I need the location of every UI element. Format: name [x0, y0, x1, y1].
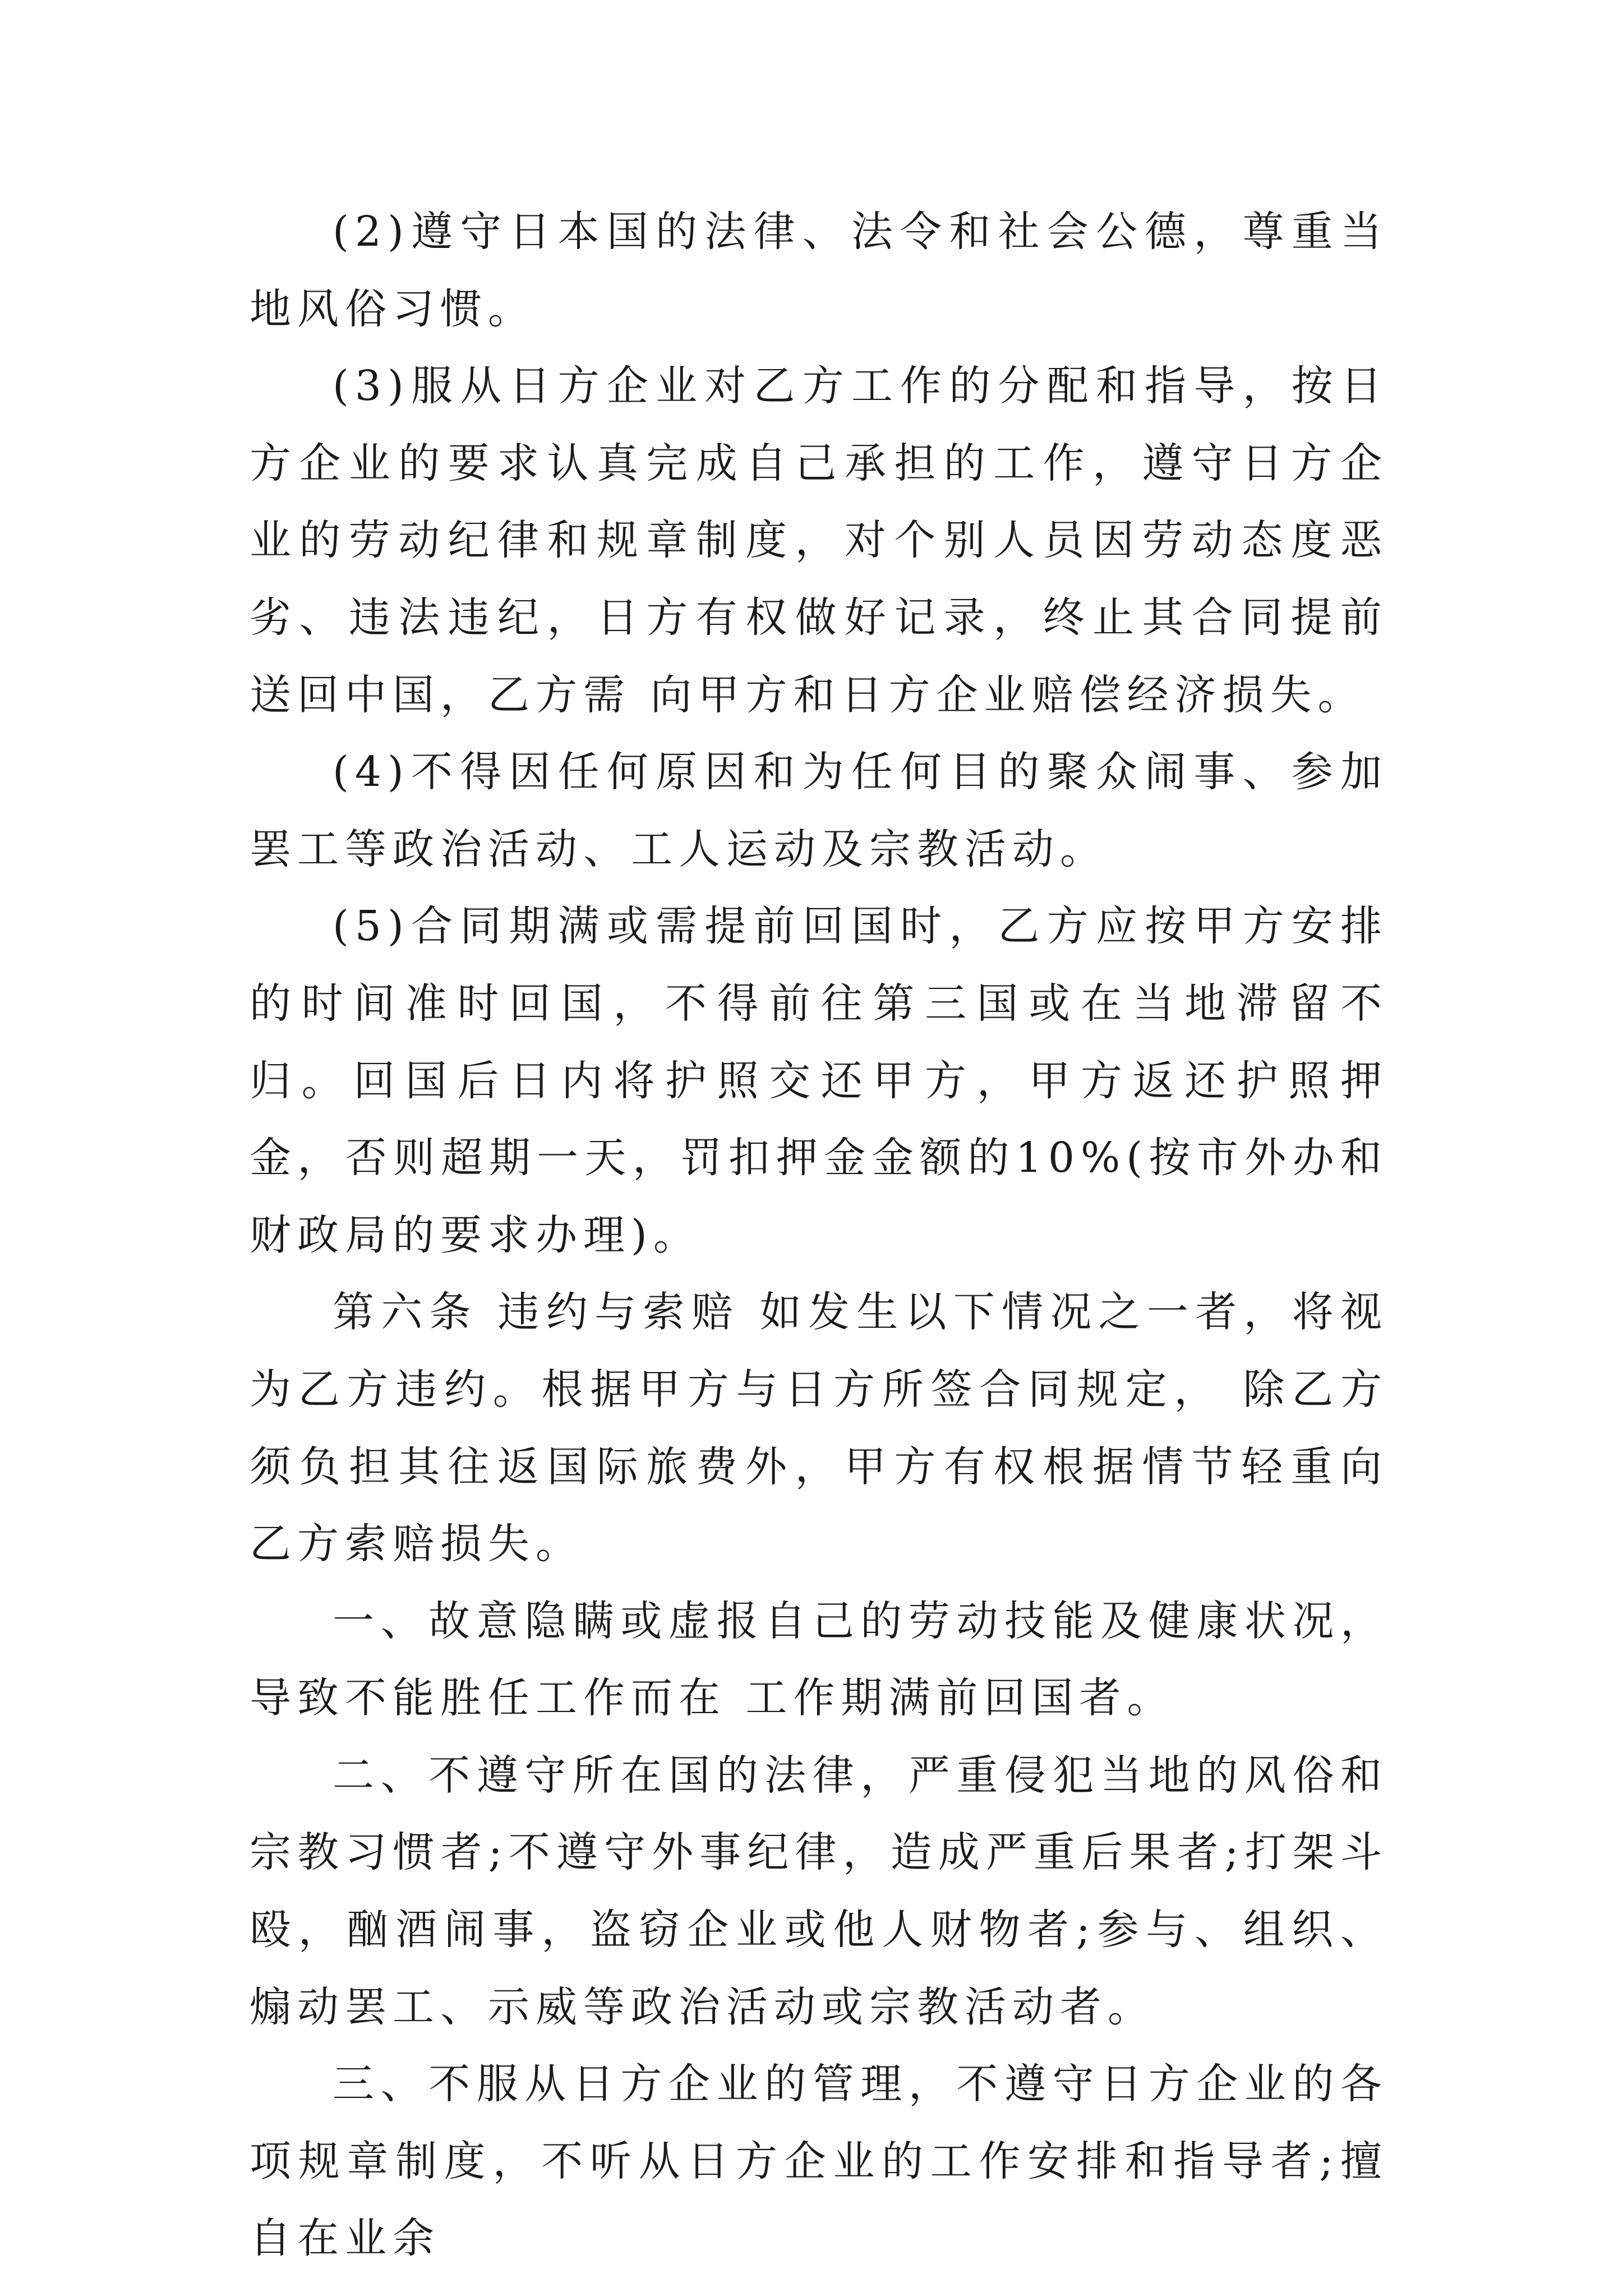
document-body [250, 194, 1388, 2277]
paragraph-clause-5: (5)合同期满或需提前回国时，乙方应按甲方安排的时间准时回国，不得前往第三国或在当地滞留不归。回国后日内将护照交还甲方，甲方返还护照押金，否则超期一天，罚扣押金金额的10%(按市外办和财政局的要求办理)。 [250, 902, 1388, 1259]
paragraph-clause-4: (4)不得因任何原因和为任何目的聚众闹事、参加罢工等政治活动、工人运动及宗教活动。 [250, 748, 1388, 873]
paragraph-article-6: 第六条 违约与索赔 如发生以下情况之一者，将视为乙方违约。根据甲方与日方所签合同规定， 除乙方须负担其往返国际旅费外，甲方有权根据情节轻重向乙方索赔损失。 [250, 1288, 1388, 1568]
paragraph-item-3: 三、不服从日方企业的管理，不遵守日方企业的各项规章制度，不听从日方企业的工作安排和指导者;擅自在业余 [250, 2060, 1388, 2263]
paragraph-item-1: 一、故意隐瞒或虚报自己的劳动技能及健康状况，导致不能胜任工作而在 工作期满前回国者。 [250, 1596, 1388, 1723]
paragraph-item-2: 二、不遵守所在国的法律，严重侵犯当地的风俗和宗教习惯者;不遵守外事纪律，造成严重后果者;打架斗殴，酗酒闹事，盗窃企业或他人财物者;参与、组织、煽动罢工、示威等政治活动或宗教活动者。 [250, 1751, 1388, 2031]
paragraph-clause-2: (2)遵守日本国的法律、法令和社会公德，尊重当地风俗习惯。 [250, 208, 1388, 333]
paragraph-clause-3: (3)服从日方企业对乙方工作的分配和指导，按日方企业的要求认真完成自己承担的工作，遵守日方企业的劳动纪律和规章制度，对个别人员因劳动态度恶劣、违法违纪，日方有权做好记录，终止其合同提前送回中国，乙方需 向甲方和日方企业赔偿经济损失。 [250, 362, 1388, 719]
